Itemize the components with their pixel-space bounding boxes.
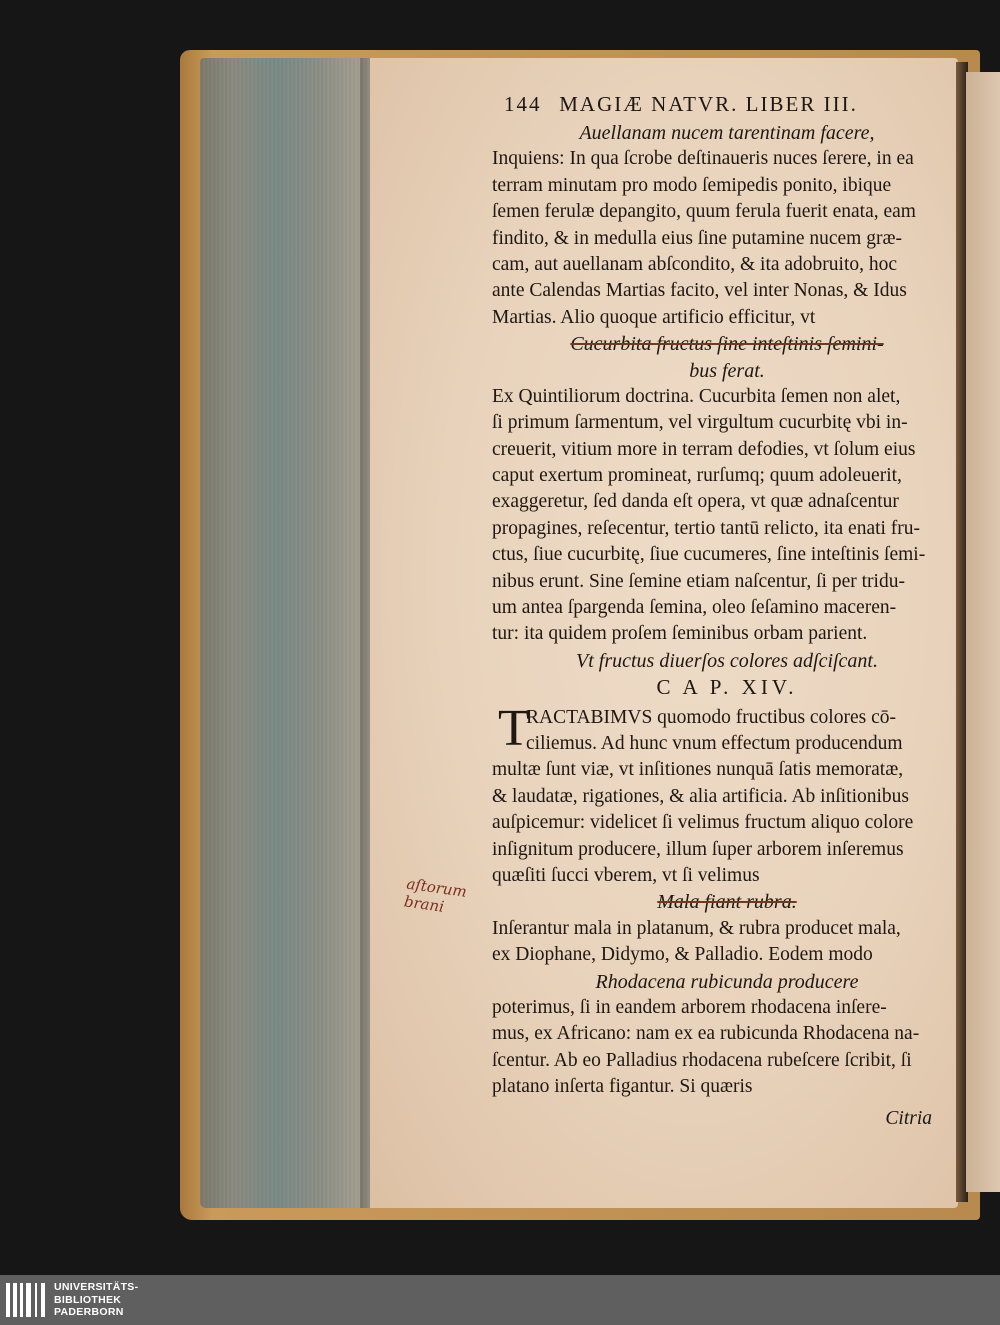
text-line: multæ ſunt viæ, vt inſitiones nunquā ſatis memoratæ, bbox=[492, 759, 904, 781]
text-line: Inquiens: In qua ſcrobe deſtinaueris nuces ſerere, in ea bbox=[492, 148, 914, 170]
catchword: Citria bbox=[885, 1108, 932, 1130]
handwritten-margin-note: aſtorum brani bbox=[402, 874, 468, 916]
running-head bbox=[492, 88, 962, 120]
struck-heading: Cucurbita fructus ſine inteſtinis ſemini- bbox=[570, 333, 884, 356]
text-line: ante Calendas Martias facito, vel inter Nonas, & Idus bbox=[492, 280, 907, 302]
page-text bbox=[492, 88, 962, 1133]
section-heading: Vt fructus diuerſos colores adſciſcant. bbox=[575, 649, 878, 672]
text-line: Martias. Alio quoque artificio efficitur, vt bbox=[492, 306, 816, 328]
text-line: exaggeretur, ſed danda eſt opera, vt quæ adnaſcentur bbox=[492, 491, 899, 513]
running-head-title: MAGIÆ NATVR. LIBER III. bbox=[559, 92, 858, 116]
text-line: Ex Quintiliorum doctrina. Cucurbita ſemen non alet, bbox=[492, 385, 901, 407]
text-line: ſcentur. Ab eo Palladius rhodacena rubeſcere ſcribit, ſi bbox=[492, 1049, 912, 1071]
text-line: creuerit, vitium more in terram defodies, vt ſolum eius bbox=[492, 438, 916, 460]
library-name-line: UNIVERSITÄTS- bbox=[54, 1281, 139, 1293]
text-line: terram minutam pro modo ſemipedis ponito, ibique bbox=[492, 174, 892, 196]
text-line: propagines, reſecentur, tertio tantū relicto, ita enati fru- bbox=[492, 517, 921, 539]
text-line: findito, & in medulla eius ſine putamine nucem græ- bbox=[492, 227, 902, 249]
text-line: RACTABIMVS quomodo fructibus colores cō- bbox=[526, 706, 896, 728]
text-line: platano inſerta figantur. Si quæris bbox=[492, 1076, 753, 1098]
text-line: ctus, ſiue cucurbitę, ſiue cucumeres, ſine inteſtinis ſemi- bbox=[492, 544, 926, 566]
library-footer bbox=[0, 1275, 1000, 1325]
library-name bbox=[54, 1281, 138, 1319]
section-heading: Rhodacena rubicunda producere bbox=[595, 970, 859, 993]
text-line: inſignitum producere, illum ſuper arborem inſeremus bbox=[492, 838, 904, 860]
text-line: nibus erunt. Sine ſemine etiam naſcentur, ſi per tridu- bbox=[492, 570, 905, 592]
text-line: ex Diophane, Didymo, & Palladio. Eodem modo bbox=[492, 944, 873, 966]
text-line: & laudatæ, rigationes, & alia artificia. Ab inſitionibus bbox=[492, 785, 910, 807]
drop-capital: T bbox=[498, 699, 530, 757]
library-logo-icon bbox=[6, 1283, 46, 1317]
text-line: quæſiti ſucci vberem, vt ſi velimus bbox=[492, 864, 760, 886]
section-heading: bus ferat. bbox=[689, 359, 765, 382]
page-number: 144 bbox=[504, 92, 542, 116]
text-line: auſpicemur: videlicet ſi velimus fructum aliquo colore bbox=[492, 812, 914, 834]
text-line: mus, ex Africano: nam ex ea rubicunda Rhodacena na- bbox=[492, 1023, 920, 1045]
page-edges bbox=[200, 58, 370, 1208]
library-name-line: BIBLIOTHEK bbox=[54, 1293, 122, 1306]
struck-heading: Mala fiant rubra. bbox=[657, 891, 797, 914]
text-line: caput exertum promineat, rurſumq; quum adoleuerit, bbox=[492, 465, 902, 487]
chapter-number: C A P. XIV. bbox=[656, 675, 798, 700]
chapter-opening bbox=[492, 699, 962, 890]
text-line: um antea ſpargenda ſemina, oleo ſeſamino maceren- bbox=[492, 597, 897, 619]
text-line: Inſerantur mala in platanum, & rubra producet mala, bbox=[492, 917, 901, 939]
section-heading bbox=[492, 889, 962, 915]
text-line: ſi primum ſarmentum, vel virgultum cucurbitę vbi in- bbox=[492, 412, 908, 434]
text-line: tur: ita quidem proſem ſeminibus orbam parient. bbox=[492, 623, 868, 645]
facing-page-edge bbox=[966, 72, 1000, 1192]
section-heading bbox=[492, 331, 962, 357]
text-line: ciliemus. Ad hunc vnum effectum producendum bbox=[526, 732, 903, 754]
library-name-line: PADERBORN bbox=[54, 1306, 124, 1318]
text-line: poterimus, ſi in eandem arborem rhodacena inſere- bbox=[492, 996, 887, 1018]
section-heading: Auellanam nucem tarentinam facere, bbox=[579, 122, 875, 144]
text-line: ſemen ferulæ depangito, quum ferula fuerit enata, eam bbox=[492, 201, 916, 223]
text-line: cam, aut auellanam abſcondito, & ita adobruito, hoc bbox=[492, 253, 898, 275]
